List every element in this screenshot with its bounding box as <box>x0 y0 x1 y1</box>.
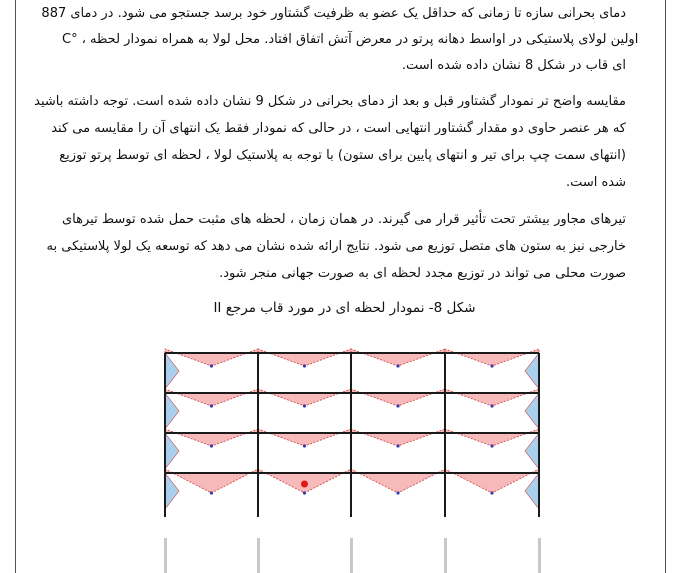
midspan-node-marker <box>396 491 399 494</box>
column-moment-shape <box>525 473 539 509</box>
beam-moment-shape <box>165 349 258 366</box>
beam-moment-shape <box>445 389 539 406</box>
next-figure-column-fade <box>444 538 447 573</box>
paragraph-3-line-2: خارجی نیز به ستون های متصل توزیع می شود. نتایج ارائه شده نشان می دهد که توسعه یک لولا پلاستیکی به <box>46 239 626 254</box>
next-figure-column-fade <box>538 538 541 573</box>
beam-moment-shape <box>165 429 258 446</box>
next-figure-column-fade <box>257 538 260 573</box>
midspan-node-marker <box>210 491 213 494</box>
figure-caption: شکل 8- نمودار لحظه ای در مورد قاب مرجع II <box>213 300 476 316</box>
beam-moment-shape <box>258 389 351 406</box>
midspan-node-marker <box>396 364 399 367</box>
midspan-node-marker <box>490 491 493 494</box>
column-moment-shape <box>525 393 539 429</box>
column-moment-shape <box>525 353 539 389</box>
midspan-node-marker <box>303 364 306 367</box>
paragraph-1-line-3: ای قاب در شکل 8 نشان داده شده است. <box>401 58 626 73</box>
midspan-node-marker <box>210 444 213 447</box>
plastic-hinge-marker <box>301 481 308 488</box>
beam-moment-shape <box>351 429 445 446</box>
column-moment-shape <box>165 353 179 389</box>
paragraph-2-line-1: مقایسه واضح تر نمودار گشتاور قبل و بعد از دمای بحرانی در شکل 9 نشان داده شده است. توجه داشته باشید <box>34 94 626 109</box>
midspan-node-marker <box>396 444 399 447</box>
paragraph-3-line-3: صورت محلی می تواند در توزیع مجدد لحظه ای به صورت جهانی منجر شود. <box>219 266 626 281</box>
beam-moment-shape <box>445 349 539 366</box>
column-moment-shape <box>165 433 179 469</box>
column-moment-shape <box>525 433 539 469</box>
moment-diagram-frame <box>155 343 555 573</box>
next-figure-column-fade <box>164 538 167 573</box>
column-moment-shape <box>165 473 179 509</box>
paragraph-1-line-2: C° ، اولین لولای پلاستیکی در اواسط دهانه پرتو در معرض آتش اتفاق افتاد. محل لولا به همراه نمودار لحظه <box>62 32 639 47</box>
beam-moment-shape <box>258 349 351 366</box>
page-border-right <box>665 0 666 573</box>
beam-moment-shape <box>258 429 351 446</box>
beam-moment-shape <box>165 389 258 406</box>
midspan-node-marker <box>490 404 493 407</box>
midspan-node-marker <box>210 364 213 367</box>
midspan-node-marker <box>303 404 306 407</box>
paragraph-2-line-2: که هر عنصر حاوی دو مقدار گشتاور انتهایی است ، در حالی که نمودار فقط یک انتهای آن را مقایسه می کند <box>51 121 626 136</box>
paragraph-1-line-1: دمای بحرانی سازه تا زمانی که حداقل یک عضو به ظرفیت گشتاور خود برسد جستجو می شود. در دمای 887 <box>41 6 626 21</box>
midspan-node-marker <box>210 404 213 407</box>
column-moment-shape <box>165 393 179 429</box>
midspan-node-marker <box>303 491 306 494</box>
paragraph-3-line-1: تیرهای مجاور بیشتر تحت تأثیر قرار می گیرند. در همان زمان ، لحظه های مثبت حمل شده توسط تیرهای <box>62 212 626 227</box>
midspan-node-marker <box>490 364 493 367</box>
midspan-node-marker <box>303 444 306 447</box>
midspan-node-marker <box>396 404 399 407</box>
beam-moment-shape <box>445 429 539 446</box>
next-figure-column-fade <box>350 538 353 573</box>
page-border-left <box>15 0 16 573</box>
paragraph-2-line-4: شده است. <box>565 175 626 190</box>
beam-moment-shape <box>351 389 445 406</box>
midspan-node-marker <box>490 444 493 447</box>
beam-moment-shape <box>351 349 445 366</box>
paragraph-2-line-3: (انتهای سمت چپ برای تیر و انتهای پایین برای ستون) با توجه به پلاستیک لولا ، لحظه ای توسط پرتو توزیع <box>59 148 626 163</box>
